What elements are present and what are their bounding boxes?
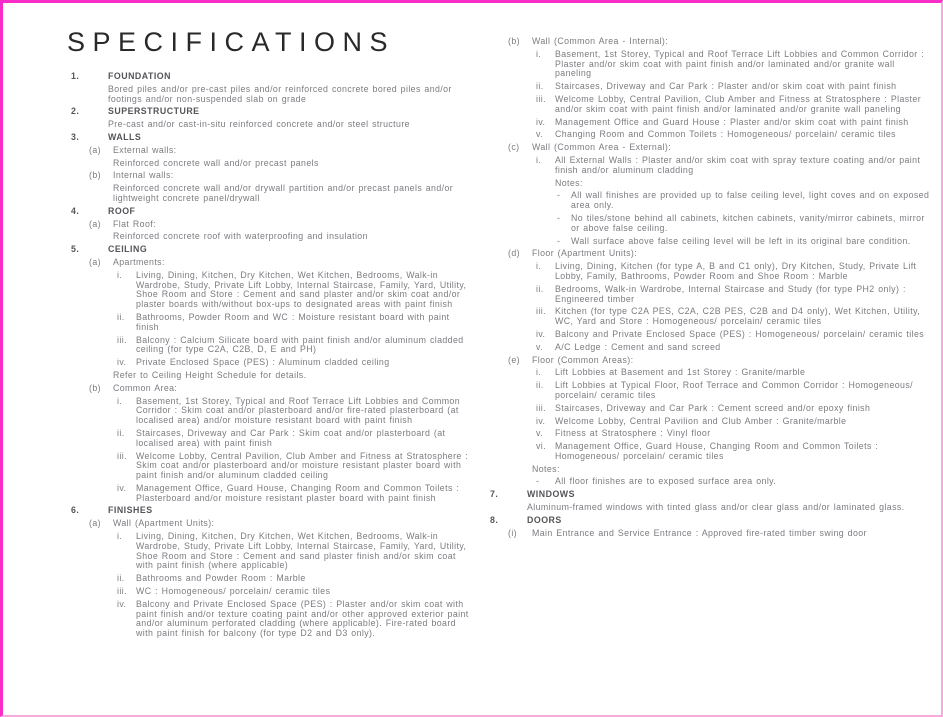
item-text: Private Enclosed Space (PES) : Aluminum cladded ceiling — [136, 357, 390, 368]
left-column — [71, 69, 470, 642]
item-label: iii. — [117, 586, 127, 597]
item-label: ii. — [536, 81, 544, 92]
list-item — [71, 429, 470, 449]
list-item — [490, 442, 933, 462]
item-label: ii. — [536, 283, 544, 294]
item-text: Main Entrance and Service Entrance : Approved fire-rated timber swing door — [532, 527, 867, 538]
item-label: iv. — [117, 357, 127, 368]
item-text: No tiles/stone behind all cabinets, kitchen cabinets, vanity/mirror cabinets, mirror or above false ceiling. — [571, 212, 925, 233]
paragraph — [71, 159, 470, 169]
list-item — [490, 95, 933, 115]
list-item — [490, 214, 933, 234]
list-item — [71, 519, 470, 529]
list-item — [71, 452, 470, 481]
item-label: (a) — [89, 218, 101, 229]
item-text: Wall (Apartment Units): — [113, 518, 215, 529]
item-label: ii. — [117, 311, 125, 322]
item-label: i. — [536, 154, 542, 165]
section-title: FOUNDATION — [108, 71, 171, 81]
item-text: Fitness at Stratosphere : Vinyl floor — [555, 428, 711, 439]
item-text: Management Office, Guard House, Changing Room and Common Toilets : Plasterboard and/or moisture resistant plaster board with paint finish — [136, 482, 460, 503]
item-label: iii. — [117, 334, 127, 345]
item-label: - — [557, 212, 561, 223]
list-item — [71, 384, 470, 394]
section-heading-row — [71, 245, 470, 255]
item-label: vi. — [536, 441, 546, 452]
section-heading-row — [71, 207, 470, 217]
item-text: Pre-cast and/or cast-in-situ reinforced concrete and/or steel structure — [108, 119, 410, 130]
list-item — [490, 156, 933, 176]
section-title: ROOF — [108, 205, 136, 216]
section-title: SUPERSTRUCTURE — [108, 106, 200, 117]
item-text: Kitchen (for type C2A PES, C2A, C2B PES, C2B and D4 only), Wet Kitchen, Utility, WC, Yard and Store : Homogeneous/ porcelain/ ceramic tiles — [555, 306, 921, 327]
item-text: Reinforced concrete wall and/or drywall partition and/or precast panels and/or lightweight concrete panel/drywall — [113, 183, 454, 203]
list-item — [490, 50, 933, 79]
paragraph — [490, 465, 933, 475]
section-title: WALLS — [108, 131, 142, 142]
item-text: Living, Dining, Kitchen (for type A, B and C1 only), Dry Kitchen, Study, Private Lift Lobby, Family, Bathrooms, Powder Room and Shoe Room : Marble — [555, 261, 917, 281]
item-label: ii. — [536, 380, 544, 391]
list-item — [490, 343, 933, 353]
list-item — [490, 143, 933, 153]
list-item — [490, 404, 933, 414]
section-heading-row — [71, 133, 470, 143]
paragraph — [71, 232, 470, 242]
item-label: ii. — [117, 427, 125, 438]
list-item — [490, 529, 933, 539]
list-item — [71, 258, 470, 268]
section-number: 2. — [71, 106, 80, 117]
item-text: Reinforced concrete roof with waterproofing and insulation — [113, 231, 368, 242]
list-item — [490, 417, 933, 427]
list-item — [490, 118, 933, 128]
item-text: Staircases, Driveway and Car Park : Plaster and/or skim coat with paint finish — [555, 81, 897, 92]
item-text: Refer to Ceiling Height Schedule for details. — [113, 369, 307, 380]
item-text: Living, Dining, Kitchen, Dry Kitchen, Wet Kitchen, Bedrooms, Walk-in Wardrobe, Study, Private Lift Lobby, Internal Staircase, Family, Yard, Utility, Shoe Room and Store : Cement and sand plaster and/or skim coat and/or plaster boards with/without box-ups to designated areas with paint finish — [136, 269, 467, 310]
item-label: iv. — [117, 598, 127, 609]
item-label: iv. — [536, 328, 546, 339]
section-number: 3. — [71, 131, 80, 142]
item-text: Aluminum-framed windows with tinted glass and/or clear glass and/or laminated glass. — [527, 502, 905, 513]
item-label: v. — [536, 341, 543, 352]
section-number: 5. — [71, 244, 80, 255]
list-item — [490, 37, 933, 47]
section-number: 7. — [490, 489, 499, 500]
list-item — [71, 397, 470, 426]
item-label: (d) — [508, 248, 520, 259]
paragraph — [71, 184, 470, 204]
item-text: Welcome Lobby, Central Pavilion and Club Amber : Granite/marble — [555, 415, 847, 426]
item-label: i. — [536, 261, 542, 272]
item-label: ii. — [117, 573, 125, 584]
item-text: Common Area: — [113, 382, 178, 393]
item-text: WC : Homogeneous/ porcelain/ ceramic tiles — [136, 586, 331, 597]
list-item — [490, 368, 933, 378]
list-item — [71, 271, 470, 310]
item-label: (a) — [89, 256, 101, 267]
list-item — [490, 477, 933, 487]
section-title: DOORS — [527, 514, 562, 525]
item-text: Wall (Common Area - Internal): — [532, 36, 669, 46]
item-label: (i) — [508, 527, 518, 538]
list-item — [490, 262, 933, 282]
list-item — [71, 146, 470, 156]
item-label: iii. — [536, 93, 546, 104]
item-text: Reinforced concrete wall and/or precast panels — [113, 157, 319, 168]
item-label: i. — [536, 367, 542, 378]
list-item — [71, 484, 470, 504]
item-text: Bored piles and/or pre-cast piles and/or reinforced concrete bored piles and/or footings and/or non-suspended slab on grade — [108, 83, 452, 104]
item-text: All External Walls : Plaster and/or skim coat with spray texture coating and/or paint finish and/or aluminum cladding — [555, 154, 921, 175]
item-text: Management Office, Guard House, Changing Room and Common Toilets : Homogeneous/ porcelain/ ceramic tiles — [555, 441, 879, 461]
item-text: Basement, 1st Storey, Typical and Roof Terrace Lift Lobbies and Common Corridor : Skim coat and/or plasterboard and/or fire-rated plasterboard (at localised area) and/or moisture resistant board with paint finish — [136, 395, 461, 426]
paragraph — [71, 120, 470, 130]
page-title: SPECIFICATIONS — [67, 27, 396, 57]
right-column — [490, 37, 933, 541]
item-text: Bathrooms, Powder Room and WC : Moisture resistant board with paint finish — [136, 311, 450, 332]
item-text: Lift Lobbies at Basement and 1st Storey : Granite/marble — [555, 367, 806, 378]
item-text: Wall (Common Area - External): — [532, 142, 672, 153]
list-item — [71, 587, 470, 597]
item-label: (b) — [508, 36, 520, 46]
item-text: Balcony : Calcium Silicate board with paint finish and/or aluminum cladded ceiling (for type C2A, C2B, D, E and PH) — [136, 334, 464, 355]
section-number: 8. — [490, 514, 499, 525]
item-text: All wall finishes are provided up to false ceiling level, light coves and on exposed area only. — [571, 190, 930, 211]
section-title: FINISHES — [108, 505, 153, 516]
item-text: Bedrooms, Walk-in Wardrobe, Internal Staircase and Study (for type PH2 only) : Engineered timber — [555, 283, 906, 304]
list-item — [490, 285, 933, 305]
list-item — [71, 220, 470, 230]
item-text: Lift Lobbies at Typical Floor, Roof Terrace and Common Corridor : Homogeneous/ porcelain/ ceramic tiles — [555, 380, 913, 400]
list-item — [490, 249, 933, 259]
list-item — [490, 330, 933, 340]
list-item — [490, 381, 933, 401]
section-heading-row — [490, 490, 933, 500]
item-text: Welcome Lobby, Central Pavilion, Club Amber and Fitness at Stratosphere : Plaster and/or skim coat with paint finish and/or laminated and/or granite wall paneling — [555, 93, 922, 114]
item-label: v. — [536, 129, 543, 140]
item-label: iii. — [536, 306, 546, 317]
paragraph — [71, 371, 470, 381]
section-number: 1. — [71, 71, 80, 81]
item-text: Notes: — [555, 177, 583, 188]
item-label: - — [557, 235, 561, 246]
section-heading-row — [71, 72, 470, 82]
list-item — [71, 600, 470, 639]
list-item — [490, 307, 933, 327]
list-item — [490, 429, 933, 439]
section-number: 4. — [71, 205, 80, 216]
list-item — [490, 82, 933, 92]
item-label: - — [557, 190, 561, 201]
item-label: (a) — [89, 518, 101, 529]
item-text: Living, Dining, Kitchen, Dry Kitchen, Wet Kitchen, Bedrooms, Walk-in Wardrobe, Study, Private Lift Lobby, Internal Staircase, Family, Yard, Utility, Shoe Room and Store : Cement and sand plaster finish and/or skim coat with paint finish (where applicable) — [136, 531, 467, 571]
item-text: Bathrooms and Powder Room : Marble — [136, 573, 306, 584]
list-item — [490, 237, 933, 247]
list-item — [71, 313, 470, 333]
item-label: iii. — [117, 450, 127, 461]
paragraph — [490, 179, 933, 189]
item-text: Floor (Common Areas): — [532, 354, 634, 365]
item-text: Floor (Apartment Units): — [532, 248, 638, 259]
item-label: (a) — [89, 144, 101, 155]
item-text: Management Office and Guard House : Plaster and/or skim coat with paint finish — [555, 116, 909, 127]
list-item — [71, 532, 470, 571]
item-text: Flat Roof: — [113, 218, 156, 229]
item-text: Staircases, Driveway and Car Park : Skim coat and/or plasterboard (at localised area) with paint finish — [136, 427, 446, 448]
list-item — [490, 356, 933, 366]
item-text: Basement, 1st Storey, Typical and Roof Terrace Lift Lobbies and Common Corridor : Plaster and/or skim coat with paint finish and/or laminated and/or granite wall paneling — [555, 48, 925, 79]
item-label: (e) — [508, 354, 520, 365]
item-text: Wall surface above false ceiling level will be left in its original bare condition. — [571, 235, 911, 246]
list-item — [71, 574, 470, 584]
item-label: i. — [536, 48, 542, 59]
list-item — [71, 358, 470, 368]
section-number: 6. — [71, 505, 80, 516]
item-label: v. — [536, 428, 543, 439]
item-label: iv. — [536, 415, 546, 426]
item-label: iii. — [536, 402, 546, 413]
item-label: - — [536, 476, 540, 487]
item-label: iv. — [536, 116, 546, 127]
item-text: Balcony and Private Enclosed Space (PES) : Plaster and/or skim coat with paint finish and/or texture coating paint and/or other approved exterior paint and/or aluminum perforated cladding (where applicable). Fire-rated board with paint finish for balcony (for type D2 and D3 only). — [136, 598, 469, 639]
item-label: (b) — [89, 382, 101, 393]
item-text: External walls: — [113, 144, 177, 155]
section-heading-row — [71, 506, 470, 516]
paragraph — [490, 503, 933, 513]
list-item — [490, 191, 933, 211]
item-text: Welcome Lobby, Central Pavilion, Club Amber and Fitness at Stratosphere : Skim coat and/or plasterboard and/or moisture resistant plaster board with paint finish and/or aluminum cladded ceiling — [136, 450, 469, 481]
list-item — [490, 130, 933, 140]
item-text: Internal walls: — [113, 170, 174, 181]
paragraph — [71, 85, 470, 105]
item-text: Apartments: — [113, 256, 165, 267]
item-label: iv. — [117, 482, 127, 493]
section-title: CEILING — [108, 244, 148, 255]
item-text: Changing Room and Common Toilets : Homogeneous/ porcelain/ ceramic tiles — [555, 129, 896, 140]
item-text: Notes: — [532, 463, 560, 474]
item-label: i. — [117, 269, 123, 280]
item-label: i. — [117, 531, 123, 542]
list-item — [71, 171, 470, 181]
item-label: i. — [117, 395, 123, 406]
item-label: (b) — [89, 170, 101, 181]
item-text: Staircases, Driveway and Car Park : Cement screed and/or epoxy finish — [555, 402, 871, 413]
list-item — [71, 336, 470, 356]
item-text: All floor finishes are to exposed surface area only. — [555, 476, 777, 487]
item-label: (c) — [508, 142, 520, 153]
item-text: A/C Ledge : Cement and sand screed — [555, 341, 721, 352]
section-heading-row — [490, 516, 933, 526]
section-title: WINDOWS — [527, 489, 575, 500]
section-heading-row — [71, 107, 470, 117]
item-text: Balcony and Private Enclosed Space (PES) : Homogeneous/ porcelain/ ceramic tiles — [555, 328, 925, 339]
